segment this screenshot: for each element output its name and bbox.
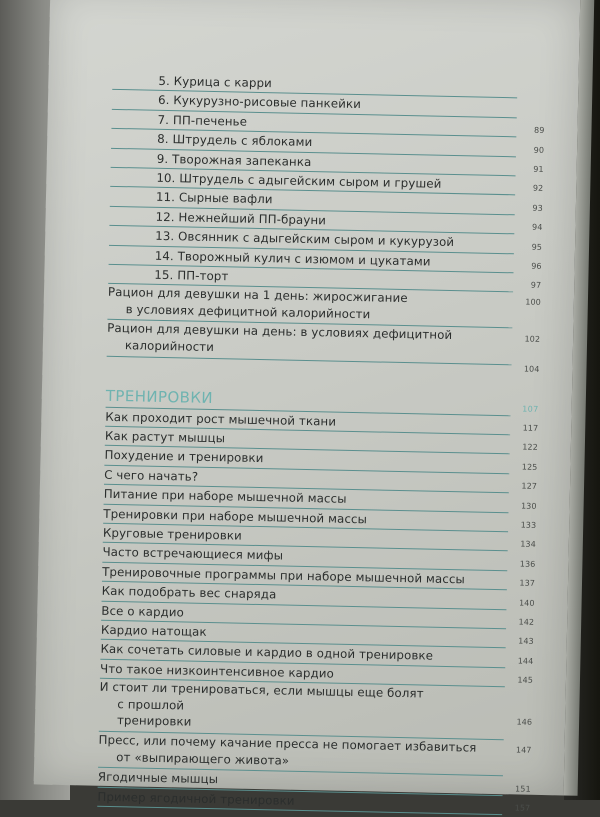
book-page [34, 0, 581, 813]
toc-page-number: 97 [530, 280, 542, 291]
toc-entry-label: Все о кардио [101, 603, 185, 620]
toc-page-number: 142 [518, 617, 535, 627]
toc-page-number: 143 [518, 636, 534, 647]
toc-entry-label: 5. Курица с карри [158, 73, 273, 91]
toc-page-number: 94 [531, 222, 543, 233]
toc-entry-label: Пример ягодичной тренировки [97, 789, 295, 808]
section-title: ТРЕНИРОВКИ [105, 386, 214, 407]
toc-page-number: 140 [518, 598, 535, 608]
toc-page-number: 133 [520, 520, 537, 530]
toc-entry-label: 15. ПП-торт [154, 267, 229, 284]
toc-page-number: 157 [514, 803, 531, 813]
toc-entry-label: Ягодичные мышцы [97, 769, 219, 787]
toc-entry-label: С чего начать? [104, 467, 199, 484]
toc-page-number: 107 [522, 404, 539, 414]
toc-page-number: 130 [520, 501, 537, 511]
toc-entry-label: 6. Кукурузно-рисовые панкейки [157, 93, 362, 112]
toc-page-number: 95 [531, 242, 543, 252]
toc-entry-label: 9. Творожная запеканка [156, 151, 312, 169]
toc-page-number: 102 [524, 334, 541, 344]
toc-page-number: 146 [516, 717, 533, 727]
toc-entry-label-continued: в условиях дефицитной калорийности [125, 302, 371, 322]
toc-page-number: 134 [520, 539, 536, 550]
toc-entry-label: Кардио натощак [100, 622, 207, 639]
toc-entry-label: Как подобрать вес снаряда [101, 583, 277, 602]
toc-page-number: 144 [517, 656, 534, 666]
toc-entry-label: Как растут мышцы [104, 428, 226, 446]
toc-page-number: 145 [517, 675, 534, 685]
toc-page-number: 92 [532, 184, 544, 194]
toc-entry-label: Часто встречающиеся мифы [102, 545, 284, 563]
toc-page-number: 122 [522, 442, 538, 453]
toc-entry-diet-2[interactable] [107, 320, 541, 374]
toc-entry-label: 8. Штрудель с яблоками [157, 131, 313, 150]
toc-page-number: 100 [525, 298, 541, 308]
toc-page-number: 104 [523, 364, 540, 374]
toc-entry-label: 14. Творожный кулич с изюмом и цукатами [154, 248, 431, 269]
toc-page-number: 127 [521, 481, 538, 492]
toc-page-number: 96 [531, 261, 542, 271]
toc-entry-label: Рацион для девушки на день: в условиях дефицитной [107, 321, 453, 343]
toc-entry-label: 13. Овсянник с адыгейским сыром и кукурузой [155, 228, 455, 250]
toc-entry-label-continued: тренировки [116, 713, 192, 729]
toc-entry-label: Что такое низкоинтенсивное кардио [99, 661, 335, 681]
toc-page-number: 91 [533, 164, 544, 174]
toc-entry-label: 11. Сырные вафли [155, 190, 273, 207]
toc-entry-label: Рацион для девушки на 1 день: жиросжигание [107, 285, 408, 306]
table-of-contents [97, 71, 545, 815]
toc-page-number: 151 [515, 783, 531, 794]
toc-page-number: 90 [533, 145, 545, 155]
toc-entry-label: Как сочетать силовые и кардио в одной тренировке [100, 642, 434, 664]
toc-entry-label-continued: с прошлой [117, 696, 185, 713]
toc-entry-label: Похудение и тренировки [104, 448, 264, 466]
toc-page-number: 136 [519, 559, 536, 569]
toc-entry-label: Круговые тренировки [102, 525, 242, 543]
toc-entry-label: Питание при наборе мышечной массы [103, 487, 347, 507]
toc-entry-label: Пресс, или почему качание пресса не помогает избавиться [98, 732, 477, 755]
toc-entry-label: 12. Нежнейший ПП-брауни [155, 209, 327, 228]
toc-page-number: 137 [519, 578, 536, 589]
toc-entry-label: Тренировочные программы при наборе мышечной массы [102, 564, 466, 587]
toc-entry-label: Как проходит рост мышечной ткани [105, 409, 337, 429]
toc-page-number: 93 [532, 203, 543, 213]
toc-entry-label: 7. ПП-печенье [157, 112, 248, 129]
toc-entry-label-continued: от «выпирающего живота» [116, 749, 290, 768]
toc-page-number: 147 [515, 745, 532, 755]
toc-page-number: 117 [522, 423, 539, 433]
toc-entry-label-continued: калорийности [124, 338, 215, 355]
toc-page-number: 89 [534, 125, 545, 136]
toc-page-number: 125 [521, 462, 538, 472]
toc-entry-label: И стоит ли тренироваться, если мышцы еще болят [99, 679, 424, 701]
toc-entry-label: Тренировки при наборе мышечной массы [103, 506, 368, 526]
toc-entry-label: 10. Штрудель с адыгейским сыром и грушей [156, 170, 442, 191]
